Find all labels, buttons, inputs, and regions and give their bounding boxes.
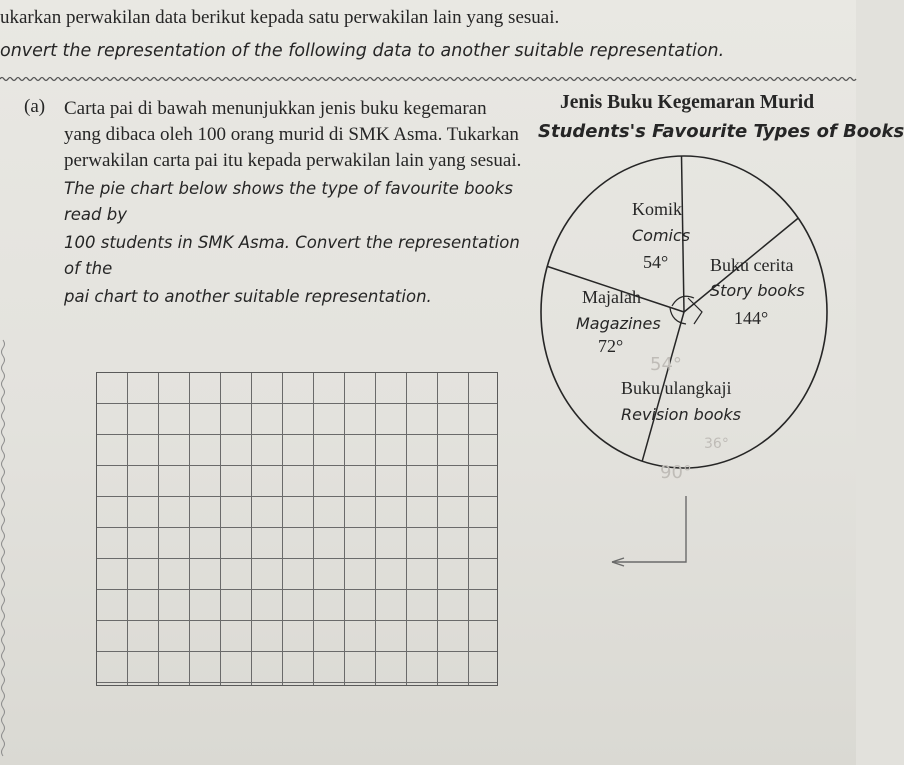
- pencil-annotation: 90°: [660, 462, 692, 483]
- slice-label: Buku cerita: [710, 255, 794, 275]
- slice-label: Majalah: [582, 287, 641, 307]
- question-text-en-2: 100 students in SMK Asma. Convert the representation of the: [64, 233, 520, 278]
- instruction-english: onvert the representation of the following data to another suitable representation.: [0, 41, 725, 61]
- slice-label-english: Comics: [632, 226, 691, 245]
- slice-label-english: Revision books: [621, 405, 742, 424]
- slice-angle-label: 144°: [734, 308, 769, 328]
- pencil-annotation: 54°: [650, 354, 682, 375]
- question-text-ms-1: Carta pai di bawah menunjukkan jenis buku kegemaran: [64, 98, 487, 119]
- slice-angle-label: 72°: [598, 336, 624, 356]
- slice-angle-label: 54°: [643, 252, 669, 272]
- page-edge-texture: [0, 340, 8, 760]
- angle-arc: [688, 298, 702, 324]
- slice-label: Buku ulangkaji: [621, 378, 732, 398]
- chart-subtitle: Students's Favourite Types of Books: [538, 121, 904, 142]
- question-label: (a): [24, 96, 46, 117]
- chart-title: Jenis Buku Kegemaran Murid: [560, 92, 815, 113]
- slice-label-english: Magazines: [576, 314, 661, 333]
- question-text-ms-2: yang dibaca oleh 100 orang murid di SMK Asma. Tukarkan: [64, 124, 519, 145]
- answer-grid[interactable]: [96, 372, 498, 686]
- question-text-en-1: The pie chart below shows the type of favourite books read by: [64, 179, 513, 224]
- pencil-annotation: 36°: [704, 436, 729, 452]
- drawn-arrow-line: [612, 496, 686, 562]
- instruction-malay: ukarkan perwakilan data berikut kepada satu perwakilan lain yang sesuai.: [0, 7, 560, 28]
- question-text-en-3: pai chart to another suitable representation.: [64, 287, 432, 306]
- slice-label: Komik: [632, 199, 683, 219]
- slice-label-english: Story books: [710, 281, 805, 300]
- question-text-ms-3: perwakilan carta pai itu kepada perwakilan lain yang sesuai.: [64, 150, 522, 171]
